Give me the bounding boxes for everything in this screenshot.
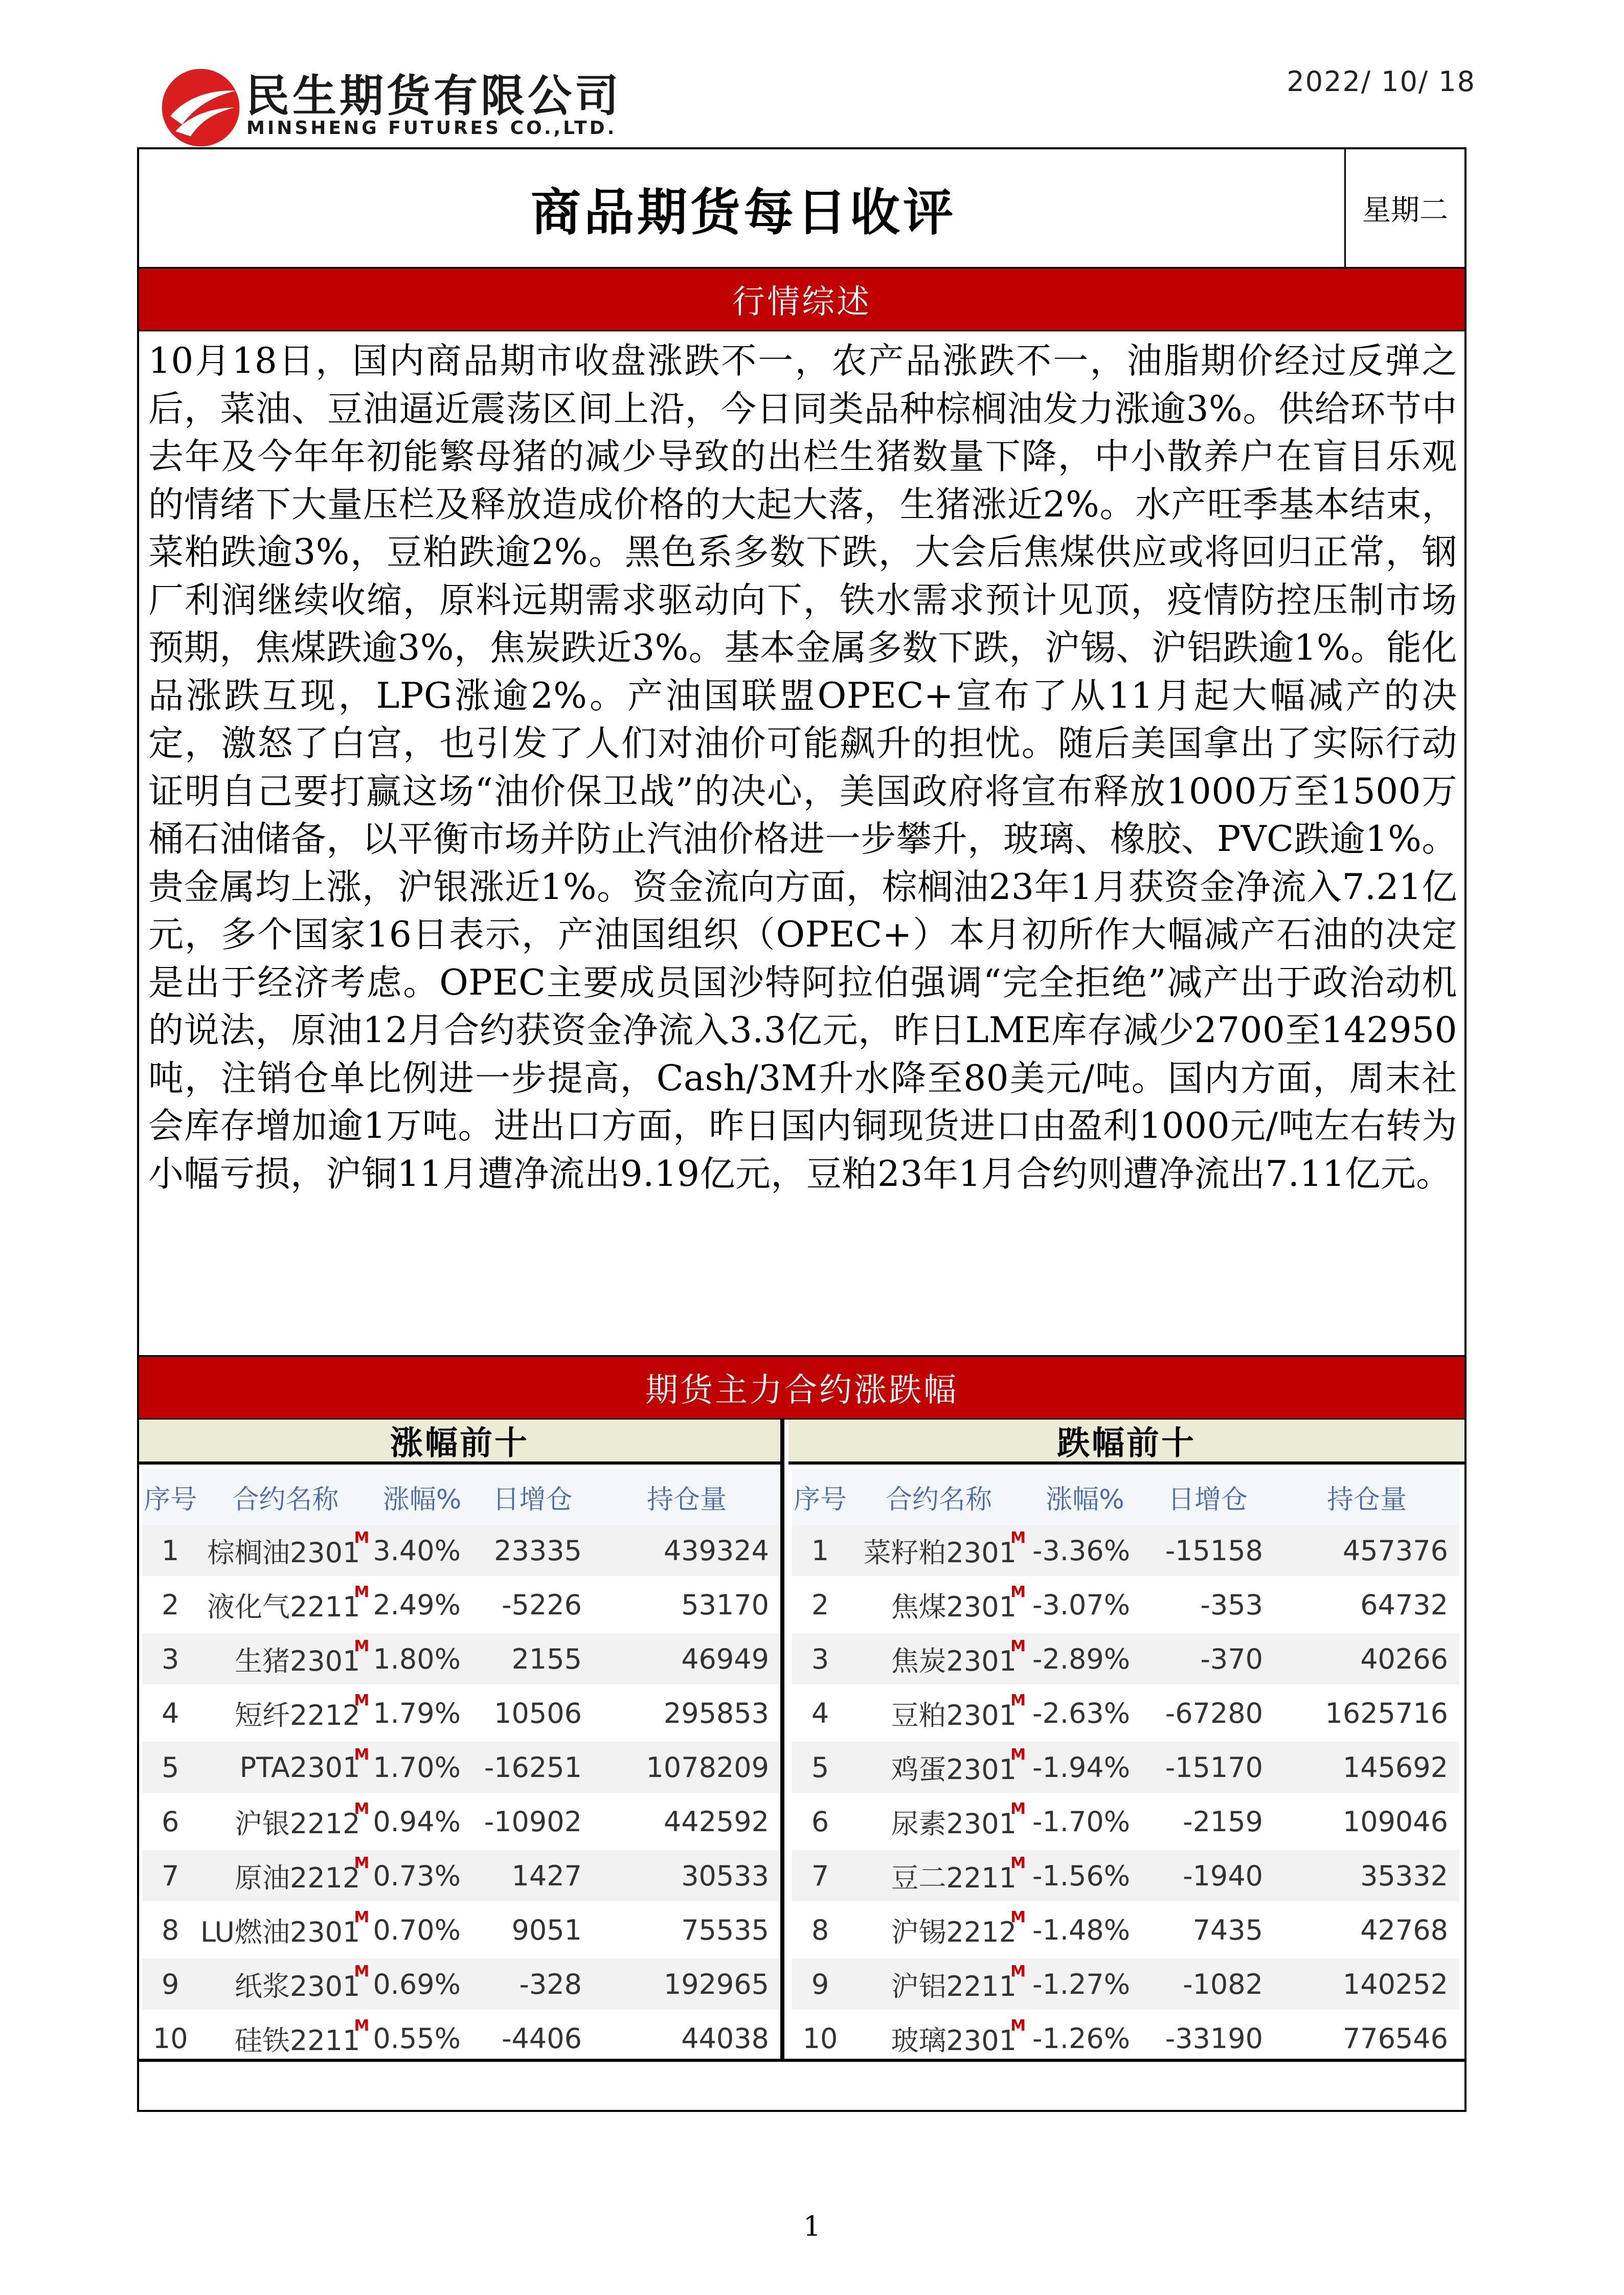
main-contract-marker: M [1010, 1963, 1026, 1981]
main-contract-marker: M [1010, 2017, 1026, 2035]
row-index: 7 [792, 1849, 849, 1903]
contract-name-cell [849, 1957, 1029, 2011]
daily-position-change: 7435 [1141, 1903, 1274, 1957]
change-pct: 1.80% [372, 1632, 472, 1686]
open-interest: 46949 [593, 1632, 780, 1686]
contract-name: 豆粕2301 [891, 1699, 1017, 1731]
contract-name: 沪铝2211 [891, 1970, 1017, 2002]
contract-name-cell [849, 2011, 1029, 2065]
open-interest: 439324 [593, 1525, 780, 1578]
contract-name-cell [198, 1849, 372, 1903]
contract-name-cell [849, 1903, 1029, 1957]
row-index: 9 [792, 1957, 849, 2011]
contract-name: 棕榈油2301 [207, 1536, 360, 1569]
main-contract-marker: M [1010, 1800, 1026, 1818]
change-pct: -1.94% [1029, 1740, 1141, 1794]
change-pct: -1.56% [1029, 1849, 1141, 1903]
daily-position-change: -353 [1141, 1578, 1274, 1632]
open-interest: 457376 [1274, 1525, 1459, 1578]
company-logo [159, 60, 644, 147]
change-pct: -3.07% [1029, 1578, 1141, 1632]
main-contract-marker: M [354, 2017, 370, 2035]
contract-name-cell [198, 2011, 372, 2065]
open-interest: 109046 [1274, 1794, 1459, 1849]
losers-title: 跌幅前十 [788, 1420, 1464, 1465]
daily-position-change: -370 [1141, 1632, 1274, 1686]
change-pct: 2.49% [372, 1578, 472, 1632]
open-interest: 442592 [593, 1794, 780, 1849]
table-row [142, 1849, 780, 1903]
contract-name-cell [198, 1794, 372, 1849]
main-contract-marker: M [354, 1908, 370, 1926]
main-contract-marker: M [1010, 1529, 1026, 1547]
report-date: 2022/ 10/ 18 [1287, 65, 1476, 98]
open-interest: 295853 [593, 1686, 780, 1740]
daily-position-change: 9051 [472, 1903, 593, 1957]
daily-position-change: 23335 [472, 1525, 593, 1578]
open-interest: 53170 [593, 1578, 780, 1632]
title-row [139, 149, 1464, 269]
contract-name: 沪锡2212 [891, 1916, 1017, 1948]
main-contract-marker: M [1010, 1637, 1026, 1655]
contract-name: 玻璃2301 [891, 2024, 1017, 2057]
daily-position-change: 2155 [472, 1632, 593, 1686]
table-row [792, 1525, 1459, 1578]
col-open-interest: 持仓量 [1274, 1469, 1459, 1525]
change-pct: 0.69% [372, 1957, 472, 2011]
change-pct: -2.63% [1029, 1686, 1141, 1740]
main-contract-marker: M [354, 1529, 370, 1547]
table-footer-row [139, 2059, 1464, 2115]
company-logo-icon [159, 65, 243, 150]
change-pct: -1.70% [1029, 1794, 1141, 1849]
col-change-pct: 涨幅% [1029, 1469, 1141, 1525]
row-index: 3 [792, 1632, 849, 1686]
row-index: 7 [142, 1849, 198, 1903]
table-row [792, 1740, 1459, 1794]
table-row [792, 1849, 1459, 1903]
table-row [792, 2011, 1459, 2065]
table-row [792, 1578, 1459, 1632]
change-pct: 0.94% [372, 1794, 472, 1849]
change-pct: -2.89% [1029, 1632, 1141, 1686]
table-row [792, 1686, 1459, 1740]
daily-position-change: -16251 [472, 1740, 593, 1794]
row-index: 9 [142, 1957, 198, 2011]
main-contract-marker: M [1010, 1746, 1026, 1764]
change-pct: 0.73% [372, 1849, 472, 1903]
table-row [142, 1740, 780, 1794]
contract-name: 尿素2301 [891, 1807, 1017, 1840]
open-interest: 44038 [593, 2011, 780, 2065]
open-interest: 776546 [1274, 2011, 1459, 2065]
daily-position-change: -4406 [472, 2011, 593, 2065]
daily-position-change: -15170 [1141, 1740, 1274, 1794]
report-frame [137, 147, 1467, 2112]
daily-position-change: 1427 [472, 1849, 593, 1903]
contract-name: PTA2301 [239, 1751, 360, 1784]
col-daily-position-change: 日增仓 [472, 1469, 593, 1525]
main-contract-marker: M [354, 1583, 370, 1601]
open-interest: 40266 [1274, 1632, 1459, 1686]
contract-name-cell [849, 1849, 1029, 1903]
row-index: 4 [792, 1686, 849, 1740]
col-daily-position-change: 日增仓 [1141, 1469, 1274, 1525]
col-index: 序号 [792, 1469, 849, 1525]
change-pct: 1.79% [372, 1686, 472, 1740]
contract-name: 菜籽粕2301 [863, 1536, 1017, 1569]
main-contract-marker: M [1010, 1854, 1026, 1872]
open-interest: 1078209 [593, 1740, 780, 1794]
daily-position-change: -10902 [472, 1794, 593, 1849]
market-summary-text: 10月18日，国内商品期市收盘涨跌不一，农产品涨跌不一，油脂期价经过反弹之后，菜油、豆油逼近震荡区间上沿，今日同类品种棕榈油发力涨逾3%。供给环节中去年及今年年初能繁母猪的减少导致的出栏生猪数量下降，中小散养户在盲目乐观的情绪下大量压栏及释放造成价格的大起大落，生猪涨近2%。水产旺季基本结束，菜粕跌逾3%，豆粕跌逾2%。黑色系多数下跌，大会后焦煤供应或将回归正常，钢厂利润继续收缩，原料远期需求驱动向下，铁水需求预计见顶，疫情防控压制市场预期，焦煤跌逾3%，焦炭跌近3%。基本金属多数下跌，沪锡、沪铝跌逾1%。能化品涨跌互现，LPG涨逾2%。产油国联盟OPEC+宣布了从11月起大幅减产的决定，激怒了白宫，也引发了人们对油价可能飙升的担忧。随后美国拿出了实际行动证明自己要打赢这场“油价保卫战”的决心，美国政府将宣布释放1000万至1500万桶石油储备，以平衡市场并防止汽油价格进一步攀升，玻璃、橡胶、PVC跌逾1%。贵金属均上涨，沪银涨近1%。资金流向方面，棕榈油23年1月获资金净流入7.21亿元，多个国家16日表示，产油国组织（OPEC+）本月初所作大幅减产石油的决定是出于经济考虑。OPEC主要成员国沙特阿拉伯强调“完全拒绝”减产出于政治动机的说法，原油12月合约获资金净流入3.3亿元，昨日LME库存减少2700至142950吨，注销仓单比例进一步提高，Cash/3M升水降至80美元/吨。国内方面，周末社会库存增加逾1万吨。进出口方面，昨日国内铜现货进口由盈利1000元/吨左右转为小幅亏损，沪铜11月遭净流出9.19亿元，豆粕23年1月合约则遭净流出7.11亿元。 [148, 341, 1457, 1195]
daily-position-change: -5226 [472, 1578, 593, 1632]
col-contract-name: 合约名称 [198, 1469, 372, 1525]
open-interest: 42768 [1274, 1903, 1459, 1957]
losers-panel [788, 1420, 1464, 2059]
main-contract-marker: M [1010, 1692, 1026, 1709]
open-interest: 30533 [593, 1849, 780, 1903]
daily-position-change: -33190 [1141, 2011, 1274, 2065]
change-pct: 0.55% [372, 2011, 472, 2065]
contract-name: 鸡蛋2301 [891, 1753, 1017, 1786]
table-row [142, 1578, 780, 1632]
row-index: 2 [792, 1578, 849, 1632]
company-name-cn: 民生期货有限公司 [245, 71, 622, 122]
row-index: 8 [792, 1903, 849, 1957]
report-title: 商品期货每日收评 [530, 183, 956, 242]
daily-position-change: -15158 [1141, 1525, 1274, 1578]
col-change-pct: 涨幅% [372, 1469, 472, 1525]
main-contract-marker: M [354, 1963, 370, 1981]
table-header-row [792, 1469, 1459, 1525]
row-index: 10 [792, 2011, 849, 2065]
change-pct: -1.48% [1029, 1903, 1141, 1957]
row-index: 8 [142, 1903, 198, 1957]
contract-name-cell [198, 1740, 372, 1794]
change-pct: -1.26% [1029, 2011, 1141, 2065]
company-name-en: MINSHENG FUTURES CO.,LTD. [246, 118, 617, 139]
col-contract-name: 合约名称 [849, 1469, 1029, 1525]
contract-name-cell [849, 1632, 1029, 1686]
main-contract-marker: M [354, 1746, 370, 1764]
table-row [142, 1957, 780, 2011]
gainers-title: 涨幅前十 [139, 1420, 780, 1465]
main-contract-marker: M [354, 1637, 370, 1655]
table-row [792, 1957, 1459, 2011]
contract-name: 纸浆2301 [234, 1970, 360, 2002]
col-open-interest: 持仓量 [593, 1469, 780, 1525]
contract-name: LU燃油2301 [200, 1916, 360, 1948]
daily-position-change: -1082 [1141, 1957, 1274, 2011]
table-header-row [142, 1469, 780, 1525]
contract-name-cell [849, 1740, 1029, 1794]
daily-position-change: -1940 [1141, 1849, 1274, 1903]
contract-name-cell [849, 1525, 1029, 1578]
contract-name-cell [198, 1686, 372, 1740]
contract-name: 焦炭2301 [891, 1645, 1017, 1677]
open-interest: 64732 [1274, 1578, 1459, 1632]
main-contract-marker: M [354, 1692, 370, 1709]
open-interest: 1625716 [1274, 1686, 1459, 1740]
contract-name: 豆二2211 [891, 1861, 1017, 1894]
row-index: 4 [142, 1686, 198, 1740]
change-pct: -3.36% [1029, 1525, 1141, 1578]
table-row [142, 1794, 780, 1849]
open-interest: 35332 [1274, 1849, 1459, 1903]
daily-position-change: -67280 [1141, 1686, 1274, 1740]
main-contract-marker: M [354, 1854, 370, 1872]
open-interest: 145692 [1274, 1740, 1459, 1794]
row-index: 6 [792, 1794, 849, 1849]
row-index: 3 [142, 1632, 198, 1686]
contract-name-cell [198, 1525, 372, 1578]
section-heading-overview: 行情综述 [139, 267, 1464, 331]
row-index: 1 [142, 1525, 198, 1578]
losers-table [792, 1469, 1459, 2067]
row-index: 6 [142, 1794, 198, 1849]
table-row [792, 1903, 1459, 1957]
change-pct: -1.27% [1029, 1957, 1141, 2011]
main-contract-marker: M [354, 1800, 370, 1818]
gainers-panel [139, 1420, 784, 2059]
table-row [142, 1632, 780, 1686]
contract-name-cell [849, 1578, 1029, 1632]
gainers-table [142, 1469, 780, 2067]
row-index: 1 [792, 1525, 849, 1578]
change-pct: 0.70% [372, 1903, 472, 1957]
table-row [142, 2011, 780, 2065]
daily-position-change: 10506 [472, 1686, 593, 1740]
table-row [792, 1632, 1459, 1686]
open-interest: 140252 [1274, 1957, 1459, 2011]
daily-position-change: -328 [472, 1957, 593, 2011]
contract-name: 生猪2301 [234, 1645, 360, 1677]
page-number: 1 [803, 2210, 821, 2242]
contract-name: 原油2212 [234, 1861, 360, 1894]
contract-name: 沪银2212 [234, 1807, 360, 1840]
main-contract-marker: M [1010, 1583, 1026, 1601]
contract-name-cell [849, 1686, 1029, 1740]
weekday: 星期二 [1344, 149, 1464, 267]
table-row [142, 1686, 780, 1740]
row-index: 5 [142, 1740, 198, 1794]
row-index: 5 [792, 1740, 849, 1794]
contract-name-cell [198, 1578, 372, 1632]
col-index: 序号 [142, 1469, 198, 1525]
main-contract-marker: M [1010, 1908, 1026, 1926]
section-heading-contracts: 期货主力合约涨跌幅 [139, 1355, 1464, 1420]
contract-name-cell [198, 1957, 372, 2011]
open-interest: 192965 [593, 1957, 780, 2011]
change-pct: 1.70% [372, 1740, 472, 1794]
contract-name: 硅铁2211 [234, 2024, 360, 2057]
table-row [142, 1903, 780, 1957]
contract-name: 短纤2212 [234, 1699, 360, 1731]
table-row [142, 1525, 780, 1578]
contract-name-cell [198, 1903, 372, 1957]
contract-name: 液化气2211 [207, 1590, 360, 1623]
table-row [792, 1794, 1459, 1849]
row-index: 10 [142, 2011, 198, 2065]
contract-name-cell [849, 1794, 1029, 1849]
daily-position-change: -2159 [1141, 1794, 1274, 1849]
contract-name-cell [198, 1632, 372, 1686]
row-index: 2 [142, 1578, 198, 1632]
change-pct: 3.40% [372, 1525, 472, 1578]
open-interest: 75535 [593, 1903, 780, 1957]
contract-name: 焦煤2301 [891, 1590, 1017, 1623]
